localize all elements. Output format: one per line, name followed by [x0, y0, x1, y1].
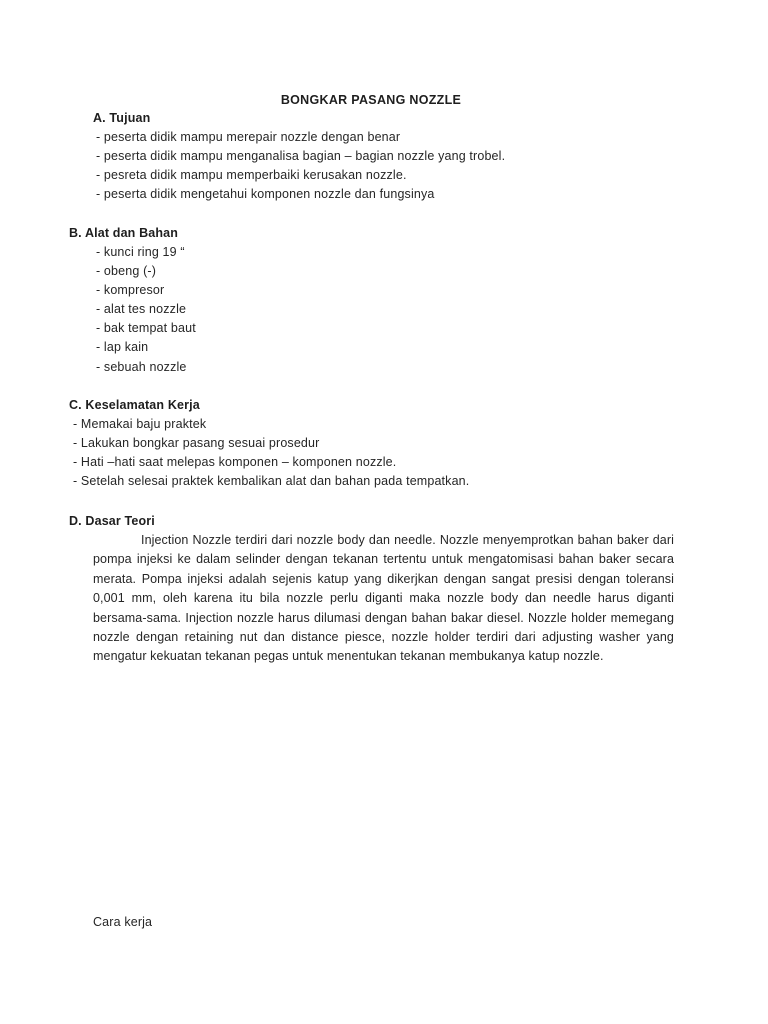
section-b-item: - lap kain	[96, 340, 149, 354]
section-b-item: - kunci ring 19 “	[96, 245, 185, 259]
section-a-item: - pesreta didik mampu memperbaiki kerusakan nozzle.	[96, 168, 407, 182]
section-d-paragraph: Injection Nozzle terdiri dari nozzle body dan needle. Nozzle menyemprotkan bahan baker dari pompa injeksi ke dalam selinder dengan tekanan tertentu untuk mengatomisasi bahan baker secara merata. Pompa injeksi adalah sejenis katup yang dikerjkan dengan sangat presisi dengan toleransi 0,001 mm, oleh karena itu bila nozzle perlu diganti maka nozzle body dan needle harus diganti bersama-sama. Injection nozzle harus dilumasi dengan bahan bakar diesel. Nozzle holder memegang nozzle dengan retaining nut dan distance piesce, nozzle holder terdiri dari adjusting washer yang mengatur kekuatan tekanan pegas untuk menentukan tekanan membukanya katup nozzle.	[93, 533, 674, 664]
section-c-item: - Setelah selesai praktek kembalikan alat dan bahan pada tempatkan.	[73, 474, 470, 488]
section-b-item: - bak tempat baut	[96, 321, 196, 335]
section-a-item: - peserta didik mampu merepair nozzle dengan benar	[96, 130, 401, 144]
section-b-item: - kompresor	[96, 283, 165, 297]
section-b-item: - alat tes nozzle	[96, 302, 187, 316]
section-c-item: - Hati –hati saat melepas komponen – komponen nozzle.	[73, 455, 397, 469]
section-a-item: - peserta didik mampu menganalisa bagian – bagian nozzle yang trobel.	[96, 149, 506, 163]
section-b-item: - obeng (-)	[96, 264, 157, 278]
section-d-heading: D. Dasar Teori	[69, 514, 155, 528]
section-c-item: - Lakukan bongkar pasang sesuai prosedur	[73, 436, 320, 450]
section-b-item: - sebuah nozzle	[96, 360, 187, 374]
cara-kerja-heading: Cara kerja	[93, 915, 153, 929]
section-a-item: - peserta didik mengetahui komponen nozzle dan fungsinya	[96, 187, 435, 201]
section-c-item: - Memakai baju praktek	[73, 417, 207, 431]
section-a-heading: A. Tujuan	[93, 111, 151, 125]
section-c-heading: C. Keselamatan Kerja	[69, 398, 200, 412]
document-title: BONGKAR PASANG NOZZLE	[280, 93, 462, 107]
section-b-heading: B. Alat dan Bahan	[69, 226, 179, 240]
